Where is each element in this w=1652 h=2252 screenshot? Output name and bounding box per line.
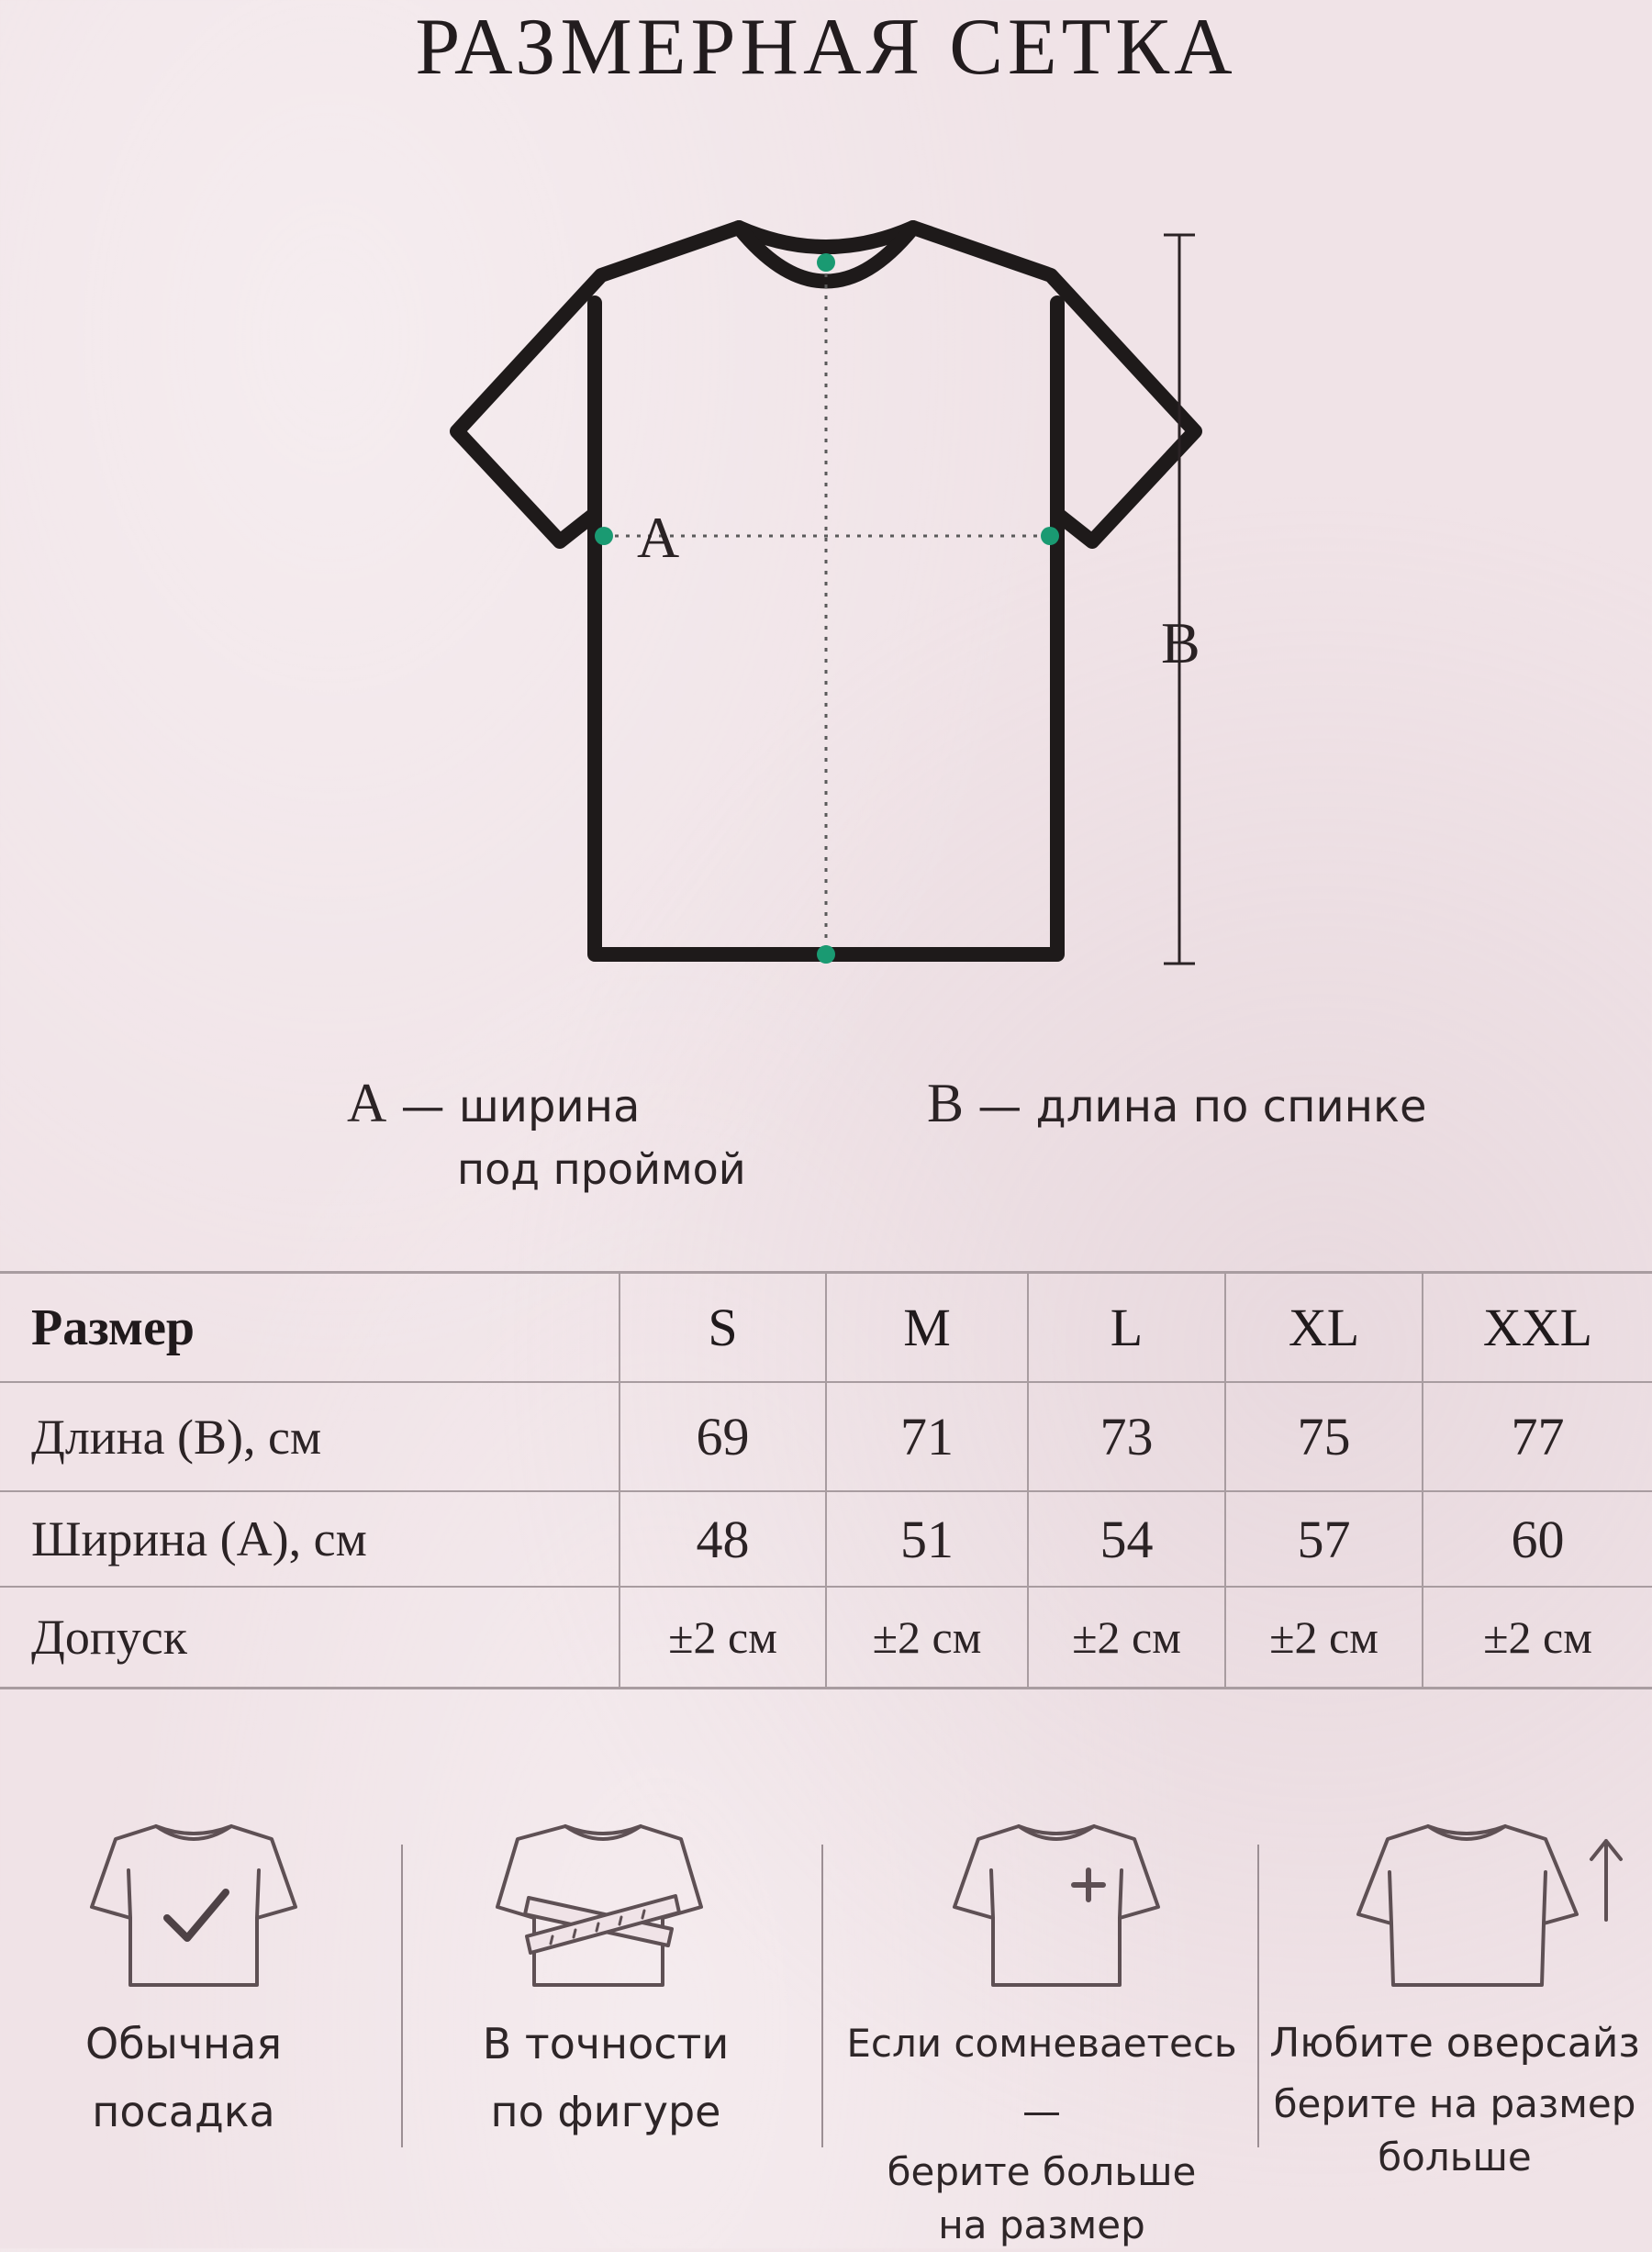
table-cell: ±2 см — [1225, 1587, 1423, 1689]
table-cell: 69 — [620, 1382, 826, 1491]
page-title: РАЗМЕРНАЯ СЕТКА — [415, 3, 1237, 92]
header-cell-xxl: XXL — [1423, 1273, 1652, 1383]
tip-line: Если сомневаетесь — — [846, 2021, 1237, 2134]
table-cell: 57 — [1225, 1491, 1423, 1587]
legend-a — [347, 1072, 746, 1194]
legend-a-sub: под проймой — [457, 1144, 746, 1194]
tip-line: берите на размер — [1273, 2081, 1636, 2126]
table-cell: ±2 см — [620, 1587, 826, 1689]
table-cell: 73 — [1028, 1382, 1225, 1491]
tshirt-plus-icon — [954, 1826, 1158, 1985]
table-cell: 77 — [1423, 1382, 1652, 1491]
legend-a-letter: A — [347, 1073, 387, 1133]
legend-b — [927, 1072, 1427, 1135]
divider — [1257, 1845, 1259, 2147]
tshirt-outline — [457, 228, 1195, 954]
tip-line: больше — [1378, 2135, 1532, 2180]
header-cell-m: M — [826, 1273, 1028, 1383]
header-cell-size: Размер — [0, 1273, 620, 1383]
table-cell: ±2 см — [826, 1587, 1028, 1689]
row-label: Ширина (А), см — [0, 1491, 620, 1587]
tip-line: по фигуре — [490, 2087, 721, 2136]
table-row — [0, 1491, 1652, 1587]
label-a: A — [637, 505, 680, 570]
tshirt-check-icon — [92, 1826, 296, 1985]
tshirt-measure-icon — [497, 1826, 701, 1985]
table-cell: 54 — [1028, 1491, 1225, 1587]
tshirt-arrow-up-icon — [1358, 1826, 1621, 1985]
table-cell: 60 — [1423, 1491, 1652, 1587]
table-cell: ±2 см — [1423, 1587, 1652, 1689]
legend-a-text: — ширина — [400, 1081, 641, 1132]
tshirt-diagram — [0, 0, 1652, 1009]
fit-icons — [0, 1789, 1652, 2010]
table-row — [0, 1587, 1652, 1689]
measure-points — [595, 253, 1059, 964]
tip-line: на размер — [938, 2202, 1145, 2247]
tip-line: Обычная — [84, 2019, 282, 2068]
tip-regular-fit — [37, 2010, 330, 2146]
table-cell: 71 — [826, 1382, 1028, 1491]
tip-size-up — [831, 2010, 1253, 2252]
header-cell-xl: XL — [1225, 1273, 1423, 1383]
row-label: Длина (В), см — [0, 1382, 620, 1491]
table-header-row — [0, 1273, 1652, 1383]
table-cell: 48 — [620, 1491, 826, 1587]
table-cell: 51 — [826, 1491, 1028, 1587]
tip-line: берите больше — [887, 2149, 1197, 2194]
measure-guides — [604, 262, 1050, 954]
label-b: B — [1161, 610, 1200, 675]
divider — [821, 1845, 823, 2147]
tip-exact-fit — [450, 2010, 762, 2146]
length-ruler — [1164, 235, 1195, 964]
table-cell: 75 — [1225, 1382, 1423, 1491]
header-cell-s: S — [620, 1273, 826, 1383]
tip-oversize — [1267, 2010, 1643, 2184]
tip-line: В точности — [482, 2019, 730, 2068]
header-cell-l: L — [1028, 1273, 1225, 1383]
row-label: Допуск — [0, 1587, 620, 1689]
tip-line: посадка — [92, 2087, 275, 2136]
tip-line: Любите оверсайз — [1269, 2020, 1640, 2067]
divider — [401, 1845, 403, 2147]
table-cell: ±2 см — [1028, 1587, 1225, 1689]
size-table — [0, 1271, 1652, 1689]
legend-b-text: — длина по спинке — [977, 1081, 1427, 1132]
table-row — [0, 1382, 1652, 1491]
legend-b-letter: B — [927, 1073, 965, 1133]
